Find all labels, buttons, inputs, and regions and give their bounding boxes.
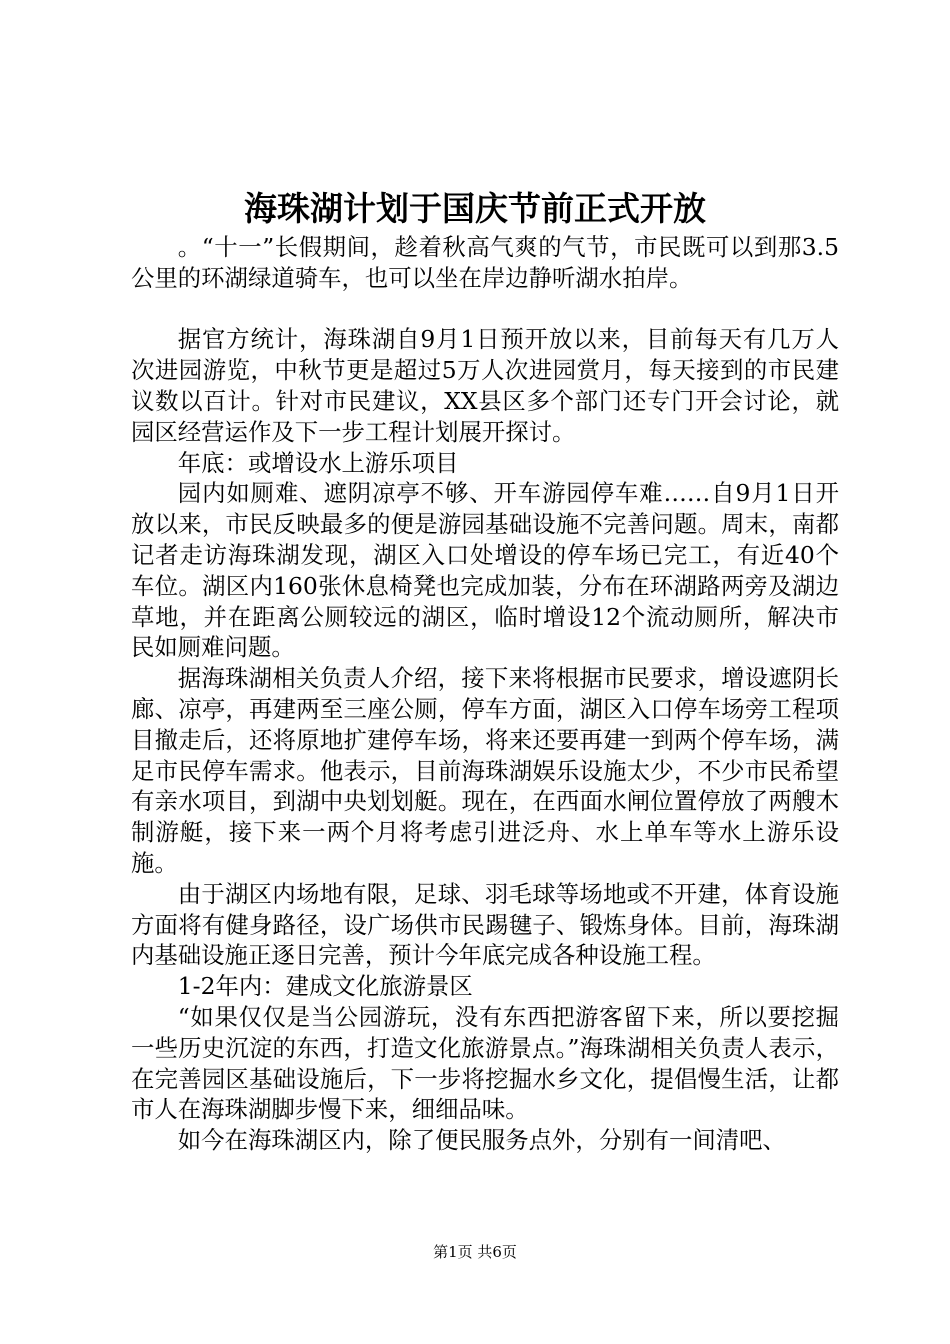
page-number-footer: 第1页 共6页 bbox=[433, 1243, 517, 1261]
paragraph-gap bbox=[131, 294, 839, 325]
paragraph-3: 园内如厕难、遮阴凉亭不够、开车游园停车难……自9月1日开放以来，市民反映最多的便是游园基础设施不完善问题。周末，南都记者走访海珠湖发现，湖区入口处增设的停车场已完工，有近40个车位。湖区内160张休息椅凳也完成加装，分布在环湖路两旁及湖边草地，并在距离公厕较远的湖区，临时增设12个流动厕所，解决市民如厕难问题。 bbox=[131, 479, 839, 662]
paragraph-1: 。“十一”长假期间，趁着秋高气爽的气节，市民既可以到那3.5公里的环湖绿道骑车，也可以坐在岸边静听湖水拍岸。 bbox=[131, 233, 839, 292]
paragraph-6: “如果仅仅是当公园游玩，没有东西把游客留下来，所以要挖掘一些历史沉淀的东西，打造文化旅游景点。”海珠湖相关负责人表示，在完善园区基础设施后，下一步将挖掘水乡文化，提倡慢生活，让都市人在海珠湖脚步慢下来，细细品味。 bbox=[131, 1002, 839, 1124]
section-heading-1-2-years: 1-2年内：建成文化旅游景区 bbox=[177, 972, 473, 1001]
document-body bbox=[131, 232, 839, 1156]
document-title: 海珠湖计划于国庆节前正式开放 bbox=[244, 189, 706, 228]
paragraph-7: 如今在海珠湖区内，除了便民服务点外，分别有一间清吧、 bbox=[177, 1126, 786, 1155]
section-heading-year-end: 年底：或增设水上游乐项目 bbox=[177, 448, 459, 477]
paragraph-4: 据海珠湖相关负责人介绍，接下来将根据市民要求，增设遮阴长廊、凉亭，再建两至三座公厕，停车方面，湖区入口停车场旁工程项目撤走后，还将原地扩建停车场，将来还要再建一到两个停车场，满足市民停车需求。他表示，目前海珠湖娱乐设施太少，不少市民希望有亲水项目，到湖中央划划艇。现在，在西面水闸位置停放了两艘木制游艇，接下来一两个月将考虑引进泛舟、水上单车等水上游乐设施。 bbox=[131, 664, 839, 877]
paragraph-5: 由于湖区内场地有限，足球、羽毛球等场地或不开建，体育设施方面将有健身路径，设广场供市民踢毽子、锻炼身体。目前，海珠湖内基础设施正逐日完善，预计今年底完成各种设施工程。 bbox=[131, 879, 839, 970]
paragraph-2: 据官方统计，海珠湖自9月1日预开放以来，目前每天有几万人次进园游览，中秋节更是超过5万人次进园赏月，每天接到的市民建议数以百计。针对市民建议，XX县区多个部门还专门开会讨论，就园区经营运作及下一步工程计划展开探讨。 bbox=[131, 325, 839, 446]
